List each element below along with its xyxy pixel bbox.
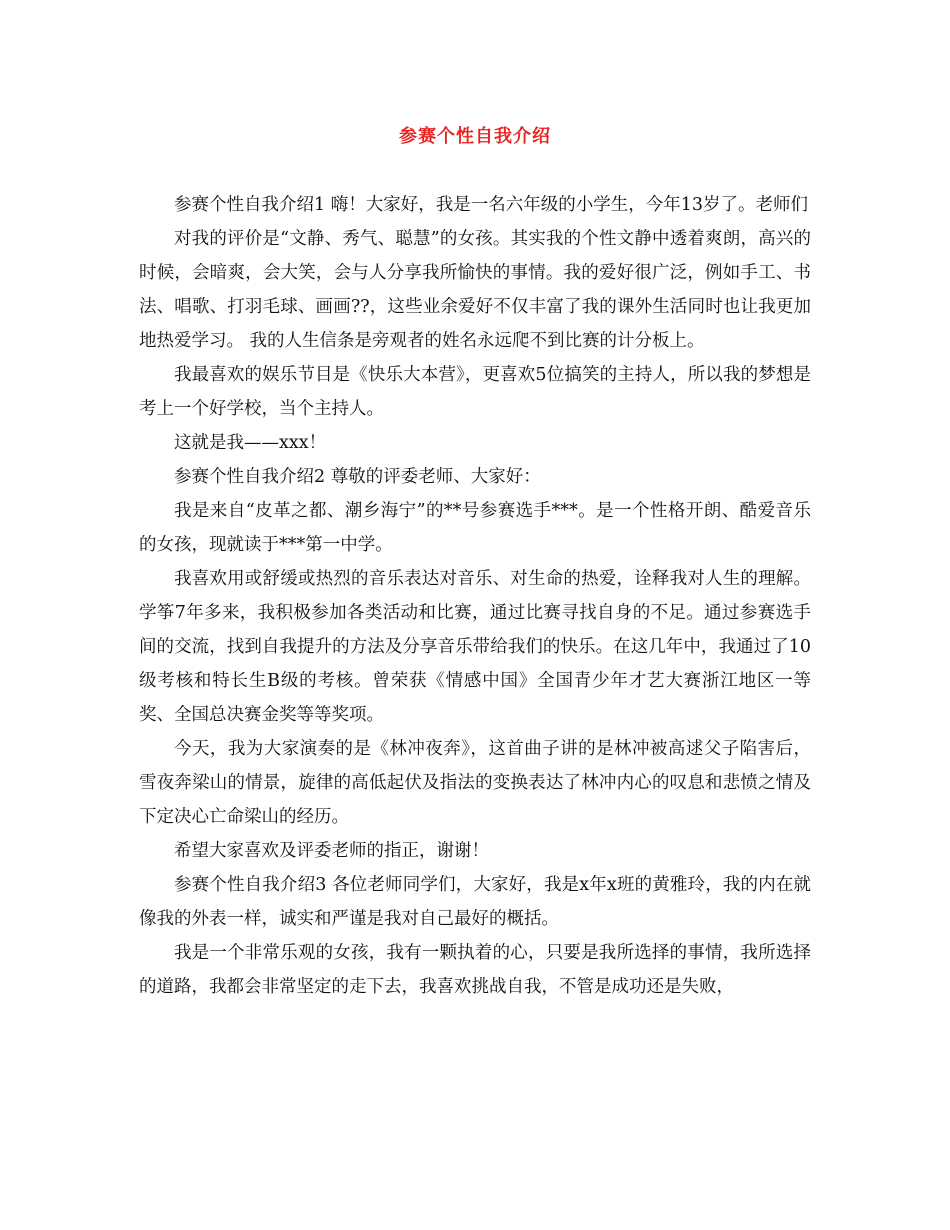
paragraph: 我最喜欢的娱乐节目是《快乐大本营》，更喜欢5位搞笑的主持人，所以我的梦想是考上一个好学校，当个主持人。 [139,365,811,419]
paragraph: 参赛个性自我介绍1 嗨！大家好，我是一名六年级的小学生，今年13岁了。老师们 [174,195,808,215]
paragraph: 希望大家喜欢及评委老师的指正，谢谢！ [174,841,489,861]
paragraph: 这就是我——xxx！ [174,433,327,453]
document-title: 参赛个性自我介绍 [399,126,551,147]
paragraph: 我是来自“皮革之都、潮乡海宁”的**号参赛选手***。是一个性格开朗、酷爱音乐的女孩，现就读于***第一中学。 [139,501,811,555]
paragraph: 今天，我为大家演奏的是《林冲夜奔》，这首曲子讲的是林冲被高逑父子陷害后，雪夜奔梁山的情景，旋律的高低起伏及指法的变换表达了林冲内心的叹息和悲愤之情及下定决心亡命梁山的经历。 [139,739,811,827]
paragraph: 对我的评价是“文静、秀气、聪慧”的女孩。其实我的个性文静中透着爽朗，高兴的时候，会暗爽，会大笑，会与人分享我所愉快的事情。我的爱好很广泛，例如手工、书法、唱歌、打羽毛球、画画??，这些业余爱好不仅丰富了我的课外生活同时也让我更加地热爱学习。 我的人生信条是旁观者的姓名永远爬不到比赛的计分板上。 [139,229,811,351]
paragraph: 参赛个性自我介绍3 各位老师同学们，大家好，我是x年x班的黄雅玲，我的内在就像我的外表一样，诚实和严谨是我对自己最好的概括。 [139,875,811,929]
paragraph: 我是一个非常乐观的女孩，我有一颗执着的心，只要是我所选择的事情，我所选择的道路，我都会非常坚定的走下去，我喜欢挑战自我，不管是成功还是失败， [139,943,811,997]
document-body [139,188,811,1004]
paragraph: 我喜欢用或舒缓或热烈的音乐表达对音乐、对生命的热爱，诠释我对人生的理解。学筝7年多来，我积极参加各类活动和比赛，通过比赛寻找自身的不足。通过参赛选手间的交流，找到自我提升的方法及分享音乐带给我们的快乐。在这几年中，我通过了10级考核和特长生B级的考核。曾荣获《情感中国》全国青少年才艺大赛浙江地区一等奖、全国总决赛金奖等等奖项。 [139,569,811,725]
paragraph: 参赛个性自我介绍2 尊敬的评委老师、大家好： [174,467,541,487]
